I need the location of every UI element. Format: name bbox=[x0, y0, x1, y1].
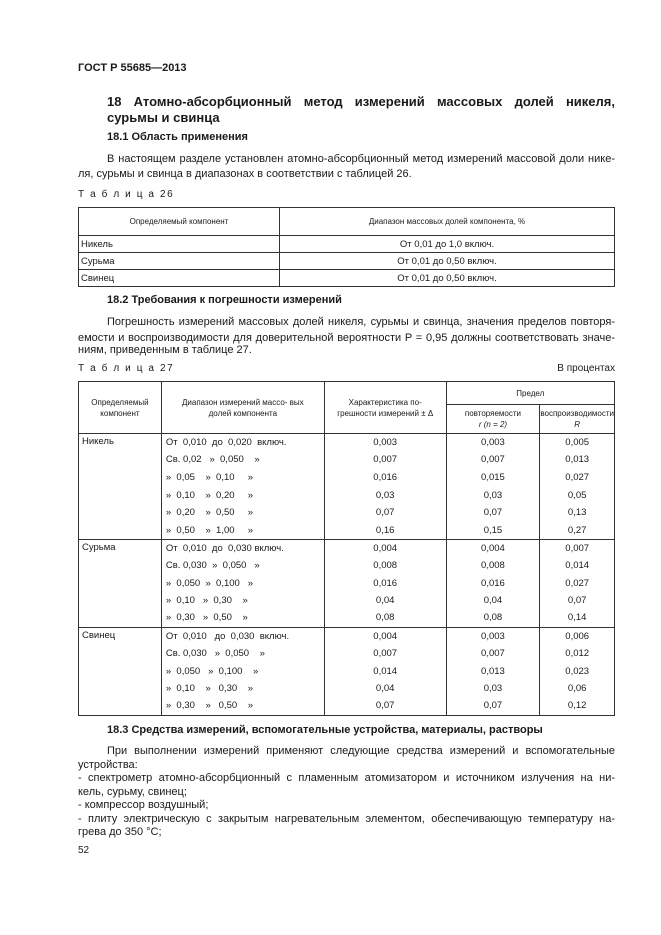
repeatability-label: повторяемости bbox=[464, 409, 521, 418]
value-cell: 0,06 bbox=[540, 680, 615, 698]
value-cell: 0,12 bbox=[540, 697, 615, 715]
value-cell: 0,07 bbox=[324, 504, 446, 522]
value-cell: 0,016 bbox=[446, 574, 540, 592]
s18-2-para-line1: Погрешность измерений массовых долей никеля, сурьмы и свинца, значения пределов повторя- bbox=[107, 316, 615, 328]
s18-3-line2: устройства: bbox=[78, 759, 138, 771]
component-cell: Свинец bbox=[79, 627, 162, 715]
value-cell: 0,13 bbox=[540, 504, 615, 522]
range-cell: » 0,30 » 0,50 » bbox=[161, 609, 324, 627]
section-18-title-line1: 18 Атомно-абсорбционный метод измерений массовых долей никеля, bbox=[107, 94, 615, 109]
range-cell: » 0,050 » 0,100 » bbox=[161, 662, 324, 680]
value-cell: 0,014 bbox=[540, 557, 615, 575]
value-cell: 0,004 bbox=[324, 539, 446, 557]
value-cell: 0,08 bbox=[324, 609, 446, 627]
value-cell: 0,027 bbox=[540, 469, 615, 487]
table-row bbox=[79, 627, 615, 645]
range-cell: » 0,05 » 0,10 » bbox=[161, 469, 324, 487]
table27-header-error: Характеристика по- грешности измерений ± Δ bbox=[324, 382, 446, 434]
value-cell: 0,07 bbox=[540, 592, 615, 610]
range-cell: От 0,010 до 0,030 включ. bbox=[161, 539, 324, 557]
s18-2-para-line3: ниям, приведенным в таблице 27. bbox=[78, 344, 252, 356]
value-cell: 0,03 bbox=[446, 486, 540, 504]
table27-header-repeatability bbox=[446, 405, 540, 434]
value-cell: 0,007 bbox=[446, 645, 540, 663]
value-cell: 0,003 bbox=[446, 434, 540, 452]
table27-caption: Т а б л и ц а 27 bbox=[78, 363, 175, 374]
table27-body bbox=[79, 434, 615, 716]
range-cell: От 0,010 до 0,020 включ. bbox=[161, 434, 324, 452]
range-cell: Св. 0,030 » 0,050 » bbox=[161, 557, 324, 575]
value-cell: 0,007 bbox=[324, 451, 446, 469]
value-cell: 0,012 bbox=[540, 645, 615, 663]
table27-header-range: Диапазон измерений массо- вых долей компонента bbox=[161, 382, 324, 434]
table26-cell: От 0,01 до 1,0 включ. bbox=[280, 236, 615, 253]
section-18-title-line2: сурьмы и свинца bbox=[107, 110, 220, 125]
s18-3-line1: При выполнении измерений применяют следующие средства измерений и вспомогательные bbox=[107, 745, 615, 757]
component-cell: Сурьма bbox=[79, 539, 162, 627]
value-cell: 0,03 bbox=[324, 486, 446, 504]
value-cell: 0,27 bbox=[540, 521, 615, 539]
table26-cell: От 0,01 до 0,50 включ. bbox=[280, 253, 615, 270]
value-cell: 0,005 bbox=[540, 434, 615, 452]
range-cell: Св. 0,02 » 0,050 » bbox=[161, 451, 324, 469]
table-row bbox=[79, 270, 615, 287]
s18-2-para-line2: емости и воспроизводимости для доверительной вероятности P = 0,95 должны соответствовать значе- bbox=[78, 332, 615, 344]
value-cell: 0,013 bbox=[446, 662, 540, 680]
value-cell: 0,07 bbox=[324, 697, 446, 715]
table26-cell: От 0,01 до 0,50 включ. bbox=[280, 270, 615, 287]
table26-caption: Т а б л и ц а 26 bbox=[78, 189, 175, 200]
value-cell: 0,027 bbox=[540, 574, 615, 592]
section-18-1-title: 18.1 Область применения bbox=[107, 131, 248, 143]
range-cell: » 0,10 » 0,30 » bbox=[161, 592, 324, 610]
value-cell: 0,04 bbox=[324, 592, 446, 610]
value-cell: 0,15 bbox=[446, 521, 540, 539]
table27-units: В процентах bbox=[557, 363, 615, 374]
table-row bbox=[79, 253, 615, 270]
table27-header-reproducibility bbox=[540, 405, 615, 434]
s18-3-line3: - спектрометр атомно-абсорбционный с пламенным атомизатором и источником излучения на ни- bbox=[78, 772, 615, 784]
range-cell: » 0,050 » 0,100 » bbox=[161, 574, 324, 592]
value-cell: 0,004 bbox=[324, 627, 446, 645]
section-18-2-title: 18.2 Требования к погрешности измерений bbox=[107, 294, 342, 306]
value-cell: 0,07 bbox=[446, 504, 540, 522]
table26-header-component: Определяемый компонент bbox=[79, 208, 280, 236]
value-cell: 0,014 bbox=[324, 662, 446, 680]
s18-1-para-line2: ля, сурьмы и свинца в диапазонах в соответствии с таблицей 26. bbox=[78, 168, 412, 180]
s18-3-line4: кель, сурьму, свинец; bbox=[78, 786, 187, 798]
s18-3-line5: - компрессор воздушный; bbox=[78, 799, 209, 811]
value-cell: 0,14 bbox=[540, 609, 615, 627]
table-27 bbox=[78, 381, 615, 716]
table27-header-component: Определяемый компонент bbox=[79, 382, 162, 434]
s18-3-line6: - плиту электрическую с закрытым нагревательным элементом, обеспечивающую температуру на- bbox=[78, 813, 615, 825]
value-cell: 0,007 bbox=[446, 451, 540, 469]
value-cell: 0,015 bbox=[446, 469, 540, 487]
value-cell: 0,016 bbox=[324, 469, 446, 487]
table-row bbox=[79, 236, 615, 253]
value-cell: 0,008 bbox=[324, 557, 446, 575]
value-cell: 0,03 bbox=[446, 680, 540, 698]
table26-header-range: Диапазон массовых долей компонента, % bbox=[280, 208, 615, 236]
reproducibility-symbol: R bbox=[574, 420, 581, 429]
table26-cell: Сурьма bbox=[79, 253, 280, 270]
table26-cell: Свинец bbox=[79, 270, 280, 287]
table26-cell: Никель bbox=[79, 236, 280, 253]
table-row bbox=[79, 539, 615, 557]
range-cell: » 0,20 » 0,50 » bbox=[161, 504, 324, 522]
value-cell: 0,023 bbox=[540, 662, 615, 680]
value-cell: 0,006 bbox=[540, 627, 615, 645]
value-cell: 0,007 bbox=[324, 645, 446, 663]
reproducibility-label: воспроизводимости bbox=[540, 409, 614, 418]
value-cell: 0,16 bbox=[324, 521, 446, 539]
repeatability-symbol: r (n = 2) bbox=[478, 420, 508, 429]
value-cell: 0,003 bbox=[324, 434, 446, 452]
table-26 bbox=[78, 207, 615, 287]
value-cell: 0,008 bbox=[446, 557, 540, 575]
range-cell: » 0,10 » 0,30 » bbox=[161, 680, 324, 698]
range-cell: Св. 0,030 » 0,050 » bbox=[161, 645, 324, 663]
value-cell: 0,04 bbox=[446, 592, 540, 610]
component-cell: Никель bbox=[79, 434, 162, 540]
s18-1-para-line1: В настоящем разделе установлен атомно-абсорбционный метод измерений массовой доли нике- bbox=[107, 153, 615, 165]
range-cell: » 0,30 » 0,50 » bbox=[161, 697, 324, 715]
s18-3-line7: грева до 350 °С; bbox=[78, 826, 162, 838]
value-cell: 0,04 bbox=[324, 680, 446, 698]
range-cell: От 0,010 до 0,030 включ. bbox=[161, 627, 324, 645]
value-cell: 0,004 bbox=[446, 539, 540, 557]
value-cell: 0,007 bbox=[540, 539, 615, 557]
value-cell: 0,016 bbox=[324, 574, 446, 592]
table27-header-limit: Предел bbox=[446, 382, 614, 405]
range-cell: » 0,10 » 0,20 » bbox=[161, 486, 324, 504]
value-cell: 0,003 bbox=[446, 627, 540, 645]
standard-header: ГОСТ Р 55685—2013 bbox=[78, 62, 187, 74]
value-cell: 0,08 bbox=[446, 609, 540, 627]
range-cell: » 0,50 » 1,00 » bbox=[161, 521, 324, 539]
value-cell: 0,05 bbox=[540, 486, 615, 504]
value-cell: 0,07 bbox=[446, 697, 540, 715]
table-row bbox=[79, 434, 615, 452]
section-18-3-title: 18.3 Средства измерений, вспомогательные устройства, материалы, растворы bbox=[107, 724, 543, 736]
value-cell: 0,013 bbox=[540, 451, 615, 469]
page-number: 52 bbox=[78, 845, 90, 856]
